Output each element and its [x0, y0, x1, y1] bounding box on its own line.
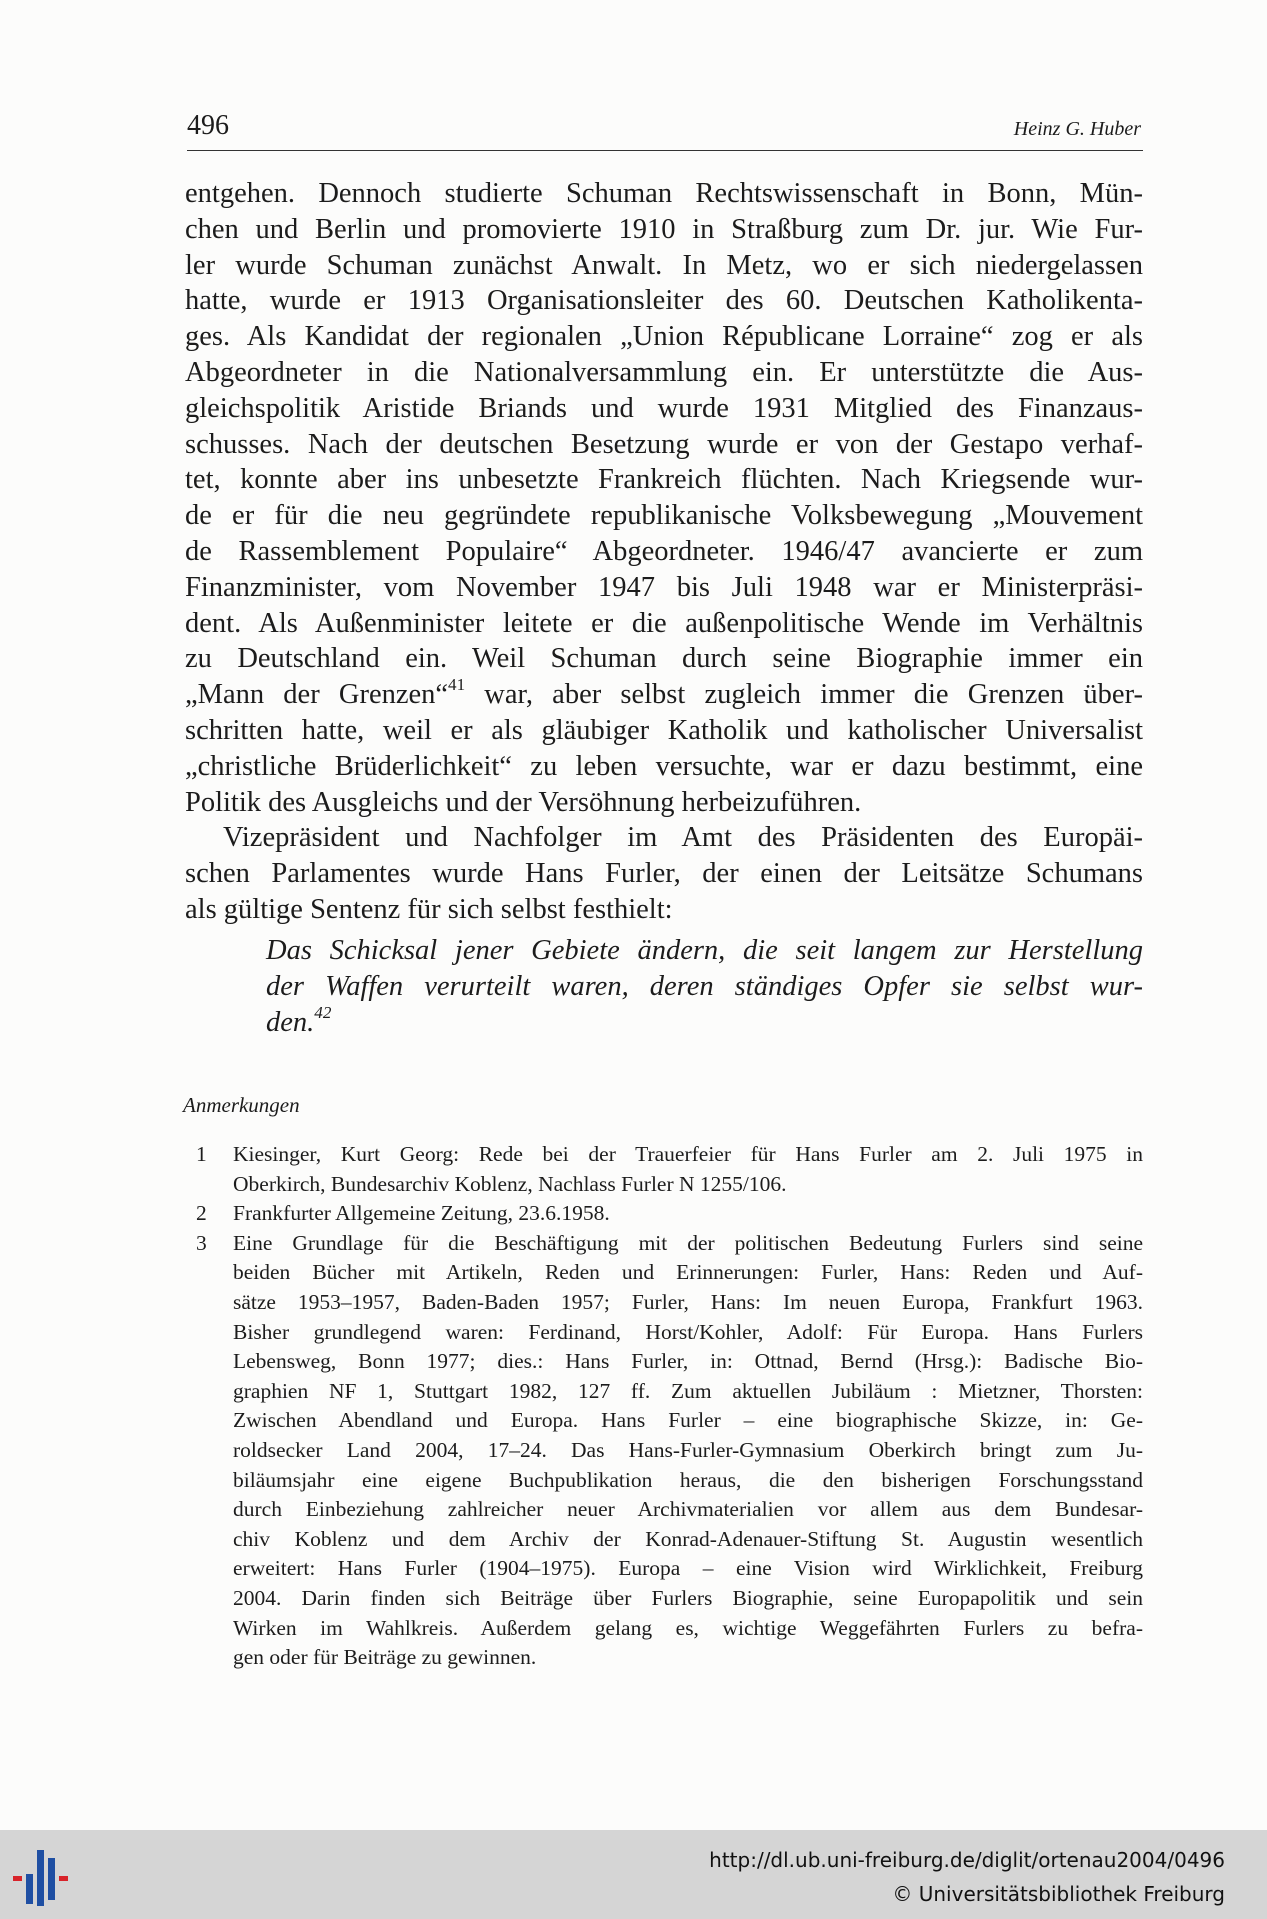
ub-freiburg-logo-icon	[10, 1844, 80, 1910]
endnote-line: erweitert: Hans Furler (1904–1975). Europa – eine Vision wird Wirklichkeit, Freiburg	[233, 1556, 1143, 1581]
text-line: „christliche Brüderlichkeit“ zu leben versuchte, war er dazu bestimmt, eine	[185, 750, 1143, 782]
text-line: schusses. Nach der deutschen Besetzung wurde er von der Gestapo verhaf-	[185, 428, 1143, 460]
endnote-line: biläumsjahr eine eigene Buchpublikation heraus, die den bisherigen Forschungsstand	[233, 1467, 1143, 1492]
endnote-line: chiv Koblenz und dem Archiv der Konrad-Adenauer-Stiftung St. Augustin wesentlich	[233, 1526, 1143, 1551]
running-header	[187, 108, 1143, 151]
text-line: tet, konnte aber ins unbesetzte Frankreich flüchten. Nach Kriegsende wur-	[185, 464, 1143, 496]
copyright-notice: © Universitätsbibliothek Freiburg	[892, 1882, 1225, 1906]
endnote-item	[190, 1140, 1143, 1199]
text-line: de er für die neu gegründete republikanische Volksbewegung „Mouvement	[185, 500, 1143, 532]
text-line: chen und Berlin und promovierte 1910 in Straßburg zum Dr. jur. Wie Fur-	[185, 213, 1143, 245]
endnote-number: 1	[196, 1142, 207, 1166]
text-line: ler wurde Schuman zunächst Anwalt. In Metz, wo er sich niedergelassen	[185, 249, 1143, 281]
endnote-line: sätze 1953–1957, Baden-Baden 1957; Furler, Hans: Im neuen Europa, Frankfurt 1963.	[233, 1289, 1143, 1314]
text-line: gleichspolitik Aristide Briands und wurde 1931 Mitglied des Finanzaus-	[185, 392, 1143, 424]
endnote-line: Kiesinger, Kurt Georg: Rede bei der Trauerfeier für Hans Furler am 2. Juli 1975 in	[233, 1142, 1143, 1166]
endnote-number: 2	[196, 1201, 207, 1226]
viewer-footer	[0, 1830, 1267, 1919]
text-line: zu Deutschland ein. Weil Schuman durch seine Biographie immer ein	[185, 643, 1143, 675]
quote-line: der Waffen verurteilt waren, deren ständiges Opfer sie selbst wur-	[266, 970, 1143, 1002]
endnote-line: beiden Bücher mit Artikeln, Reden und Erinnerungen: Furler, Hans: Reden und Auf-	[233, 1260, 1143, 1285]
text-line: Abgeordneter in die Nationalversammlung ein. Er unterstützte die Aus-	[185, 356, 1143, 388]
footnote-ref[interactable]: 42	[314, 1002, 332, 1022]
text-line: Vizepräsident und Nachfolger im Amt des Präsidenten des Europäi-	[223, 822, 1143, 854]
endnote-line: gen oder für Beiträge zu gewinnen.	[233, 1645, 537, 1670]
text-line: Finanzminister, vom November 1947 bis Juli 1948 war er Ministerpräsi-	[185, 571, 1143, 603]
endnote-line: Zwischen Abendland und Europa. Hans Furler – eine biographische Skizze, in: Ge-	[233, 1408, 1143, 1433]
text-line: als gültige Sentenz für sich selbst festhielt:	[185, 893, 673, 925]
notes-heading: Anmerkungen	[183, 1093, 300, 1117]
text-line: schen Parlamentes wurde Hans Furler, der einen der Leitsätze Schumans	[185, 858, 1143, 890]
endnote-line: 2004. Darin finden sich Beiträge über Furlers Biographie, seine Europapolitik und sein	[233, 1585, 1143, 1610]
endnote-line: Wirken im Wahlkreis. Außerdem gelang es, wichtige Weggefährten Furlers zu befra-	[233, 1615, 1143, 1640]
quote-line: den.$^{42}$	[266, 1002, 332, 1038]
endnote-number: 3	[196, 1230, 207, 1255]
footnote-ref[interactable]: 41	[448, 675, 466, 695]
endnote-line: graphien NF 1, Stuttgart 1982, 127 ff. Zum aktuellen Jubiläum : Mietzner, Thorsten:	[233, 1378, 1143, 1403]
endnote-line: Frankfurter Allgemeine Zeitung, 23.6.1958.	[233, 1201, 610, 1226]
page-number: 496	[187, 110, 229, 141]
text-line: Politik des Ausgleichs und der Versöhnung herbeizuführen.	[185, 786, 862, 818]
endnote-line: durch Einbeziehung zahlreicher neuer Archivmaterialien vor allem aus dem Bundesar-	[233, 1497, 1143, 1522]
running-head-author: Heinz G. Huber	[1013, 118, 1141, 140]
main-text	[185, 176, 1143, 928]
endnote-item	[190, 1229, 1143, 1673]
text-line: hatte, wurde er 1913 Organisationsleiter des 60. Deutschen Katholikenta-	[185, 285, 1143, 317]
quote-line: Das Schicksal jener Gebiete ändern, die seit langem zur Herstellung	[266, 935, 1143, 966]
text-line: „Mann der Grenzen“$^{41}$ war, aber selbst zugleich immer die Grenzen über-	[185, 675, 1143, 711]
text-line: de Rassemblement Populaire“ Abgeordneter. 1946/47 avancierte er zum	[185, 535, 1143, 567]
endnote-line: Eine Grundlage für die Beschäftigung mit der politischen Bedeutung Furlers sind seine	[233, 1230, 1143, 1255]
text-line: ges. Als Kandidat der regionalen „Union Républicane Lorraine“ zog er als	[185, 321, 1143, 353]
endnotes	[190, 1140, 1143, 1673]
endnote-line: Lebensweg, Bonn 1977; dies.: Hans Furler, in: Ottnad, Bernd (Hrsg.): Badische Bio-	[233, 1349, 1143, 1374]
endnote-line: Oberkirch, Bundesarchiv Koblenz, Nachlass Furler N 1255/106.	[233, 1171, 787, 1196]
endnote-item	[190, 1199, 1143, 1229]
text-line: schritten hatte, weil er als gläubiger Katholik und katholischer Universalist	[185, 714, 1143, 746]
permalink-url[interactable]: http://dl.ub.uni-freiburg.de/diglit/ortenau2004/0496	[709, 1848, 1225, 1872]
endnote-line: Bisher grundlegend waren: Ferdinand, Horst/Kohler, Adolf: Für Europa. Hans Furlers	[233, 1319, 1143, 1344]
block-quote	[266, 933, 1143, 1040]
text-line: entgehen. Dennoch studierte Schuman Rechtswissenschaft in Bonn, Mün-	[185, 178, 1143, 209]
endnote-line: roldsecker Land 2004, 17–24. Das Hans-Furler-Gymnasium Oberkirch bringt zum Ju-	[233, 1437, 1143, 1462]
text-line: dent. Als Außenminister leitete er die außenpolitische Wende im Verhältnis	[185, 607, 1143, 639]
